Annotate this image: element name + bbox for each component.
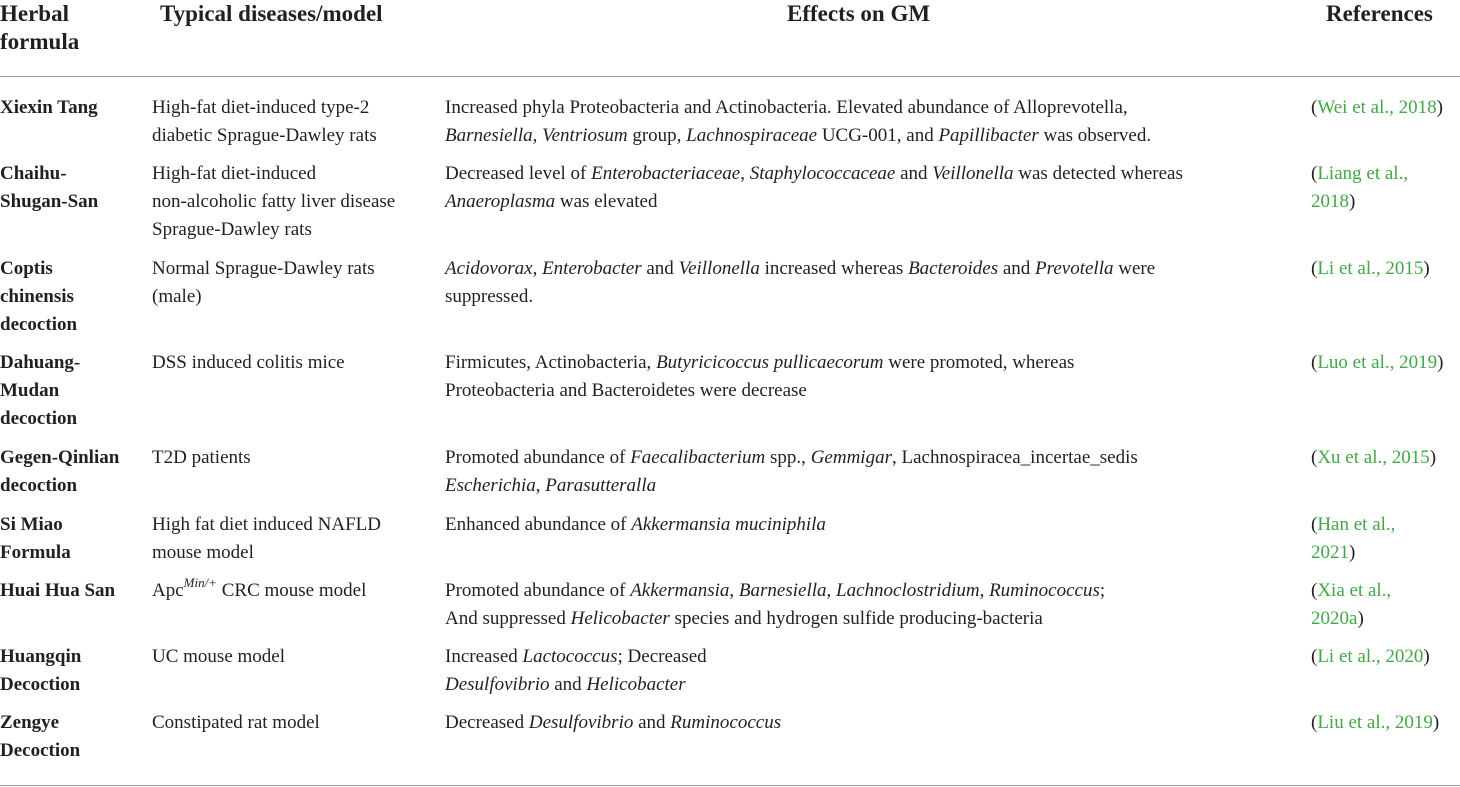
- effects-text: Decreased level of: [445, 163, 592, 184]
- reference-line: [1311, 444, 1460, 472]
- effects-line: [445, 188, 1295, 216]
- taxon-name: Desulfovibrio: [528, 712, 634, 733]
- taxon-name: Helicobacter: [586, 674, 686, 695]
- reference-link[interactable]: Li et al., 2020: [1317, 646, 1424, 667]
- reference-open-paren: (: [1311, 514, 1318, 535]
- taxon-name: Ruminococcus: [670, 712, 782, 733]
- taxon-name: Anaeroplasma: [445, 191, 556, 212]
- effects-text: and: [895, 163, 933, 184]
- disease-model-cell: [152, 444, 432, 472]
- herbal-formula-cell: [0, 349, 140, 433]
- effects-on-gm-cell: [445, 349, 1295, 405]
- effects-text: Decreased: [445, 712, 529, 733]
- taxon-name: Acidovorax: [445, 258, 533, 279]
- effects-text: was elevated: [555, 191, 658, 212]
- effects-line: [445, 709, 1295, 737]
- header-herbal-formula-line1: Herbal: [0, 1, 69, 26]
- disease-model-superscript: Min/+: [183, 574, 217, 590]
- reference-line: [1311, 255, 1460, 283]
- reference-link[interactable]: Han et al.,: [1317, 514, 1396, 535]
- effects-text: were: [1113, 258, 1156, 279]
- reference-link[interactable]: 2021: [1311, 542, 1349, 563]
- reference-link[interactable]: Li et al., 2015: [1317, 258, 1424, 279]
- reference-close-paren: ): [1436, 97, 1443, 118]
- reference-cell: [1311, 349, 1460, 377]
- herbal-formula-line: chinensis: [0, 286, 74, 307]
- effects-on-gm-cell: [445, 709, 1295, 737]
- reference-cell: [1311, 255, 1460, 283]
- effects-line: [445, 122, 1295, 150]
- effects-text: Increased phyla Proteobacteria and Actinobacteria. Elevated abundance of Alloprevotella,: [445, 97, 1128, 118]
- disease-model-line: [152, 574, 432, 605]
- reference-link[interactable]: Liang et al.,: [1317, 163, 1409, 184]
- effects-on-gm-cell: [445, 577, 1295, 633]
- herbal-formula-line: decoction: [0, 475, 78, 496]
- herbal-formula-cell: [0, 255, 140, 339]
- herbal-formula-cell: [0, 94, 140, 122]
- disease-model-line: UC mouse model: [152, 646, 285, 667]
- herbal-formula-line: Zengye: [0, 712, 60, 733]
- effects-text: and: [633, 712, 671, 733]
- effects-text: Firmicutes, Actinobacteria,: [445, 352, 657, 373]
- effects-text: ,: [740, 163, 750, 184]
- herbal-formula-line: Huai Hua San: [0, 580, 116, 601]
- taxon-name: Enterobacteriaceae: [591, 163, 741, 184]
- taxon-name: Enterobacter: [542, 258, 642, 279]
- effects-text: and: [641, 258, 679, 279]
- effects-text: ,: [532, 125, 543, 146]
- reference-open-paren: (: [1311, 447, 1318, 468]
- effects-on-gm-cell: [445, 511, 1295, 539]
- effects-text: were promoted, whereas: [883, 352, 1075, 373]
- disease-model-cell: [152, 643, 432, 671]
- reference-link[interactable]: Xu et al., 2015: [1317, 447, 1430, 468]
- effects-text: UCG-001, and: [817, 125, 939, 146]
- effects-line: [445, 94, 1295, 122]
- effects-text: was detected whereas: [1013, 163, 1183, 184]
- taxon-name: Lactococcus: [522, 646, 618, 667]
- effects-text: and: [998, 258, 1036, 279]
- reference-cell: [1311, 511, 1460, 567]
- reference-close-paren: ): [1423, 258, 1430, 279]
- herbal-formula-line: Decoction: [0, 674, 81, 695]
- herbal-formula-cell: [0, 577, 140, 605]
- reference-line: [1311, 643, 1460, 671]
- reference-open-paren: (: [1311, 163, 1318, 184]
- effects-on-gm-cell: [445, 444, 1295, 500]
- taxon-name: Ruminococcus: [989, 580, 1100, 601]
- reference-close-paren: ): [1423, 646, 1430, 667]
- disease-model-line: diabetic Sprague-Dawley rats: [152, 125, 377, 146]
- reference-line: [1311, 511, 1460, 539]
- disease-model-cell: [152, 349, 432, 377]
- effects-text: species and hydrogen sulfide producing-bacteria: [669, 608, 1043, 629]
- herbal-formula-cell: [0, 511, 140, 567]
- header-herbal-formula: [0, 0, 79, 56]
- reference-open-paren: (: [1311, 712, 1318, 733]
- herbal-formula-line: decoction: [0, 314, 78, 335]
- effects-line: [445, 605, 1295, 633]
- taxon-name: Desulfovibrio: [445, 674, 550, 695]
- effects-text: group,: [627, 125, 687, 146]
- effects-line: [445, 377, 1295, 405]
- effects-text: ,: [979, 580, 990, 601]
- taxon-name: Helicobacter: [570, 608, 670, 629]
- reference-close-paren: ): [1437, 352, 1444, 373]
- herbal-formula-line: Formula: [0, 542, 71, 563]
- reference-link[interactable]: Liu et al., 2019: [1317, 712, 1433, 733]
- reference-close-paren: ): [1429, 447, 1437, 468]
- effects-line: [445, 643, 1295, 671]
- herbal-formula-line: Mudan: [0, 380, 60, 401]
- taxon-name: Butyricicoccus pullicaecorum: [656, 352, 884, 373]
- reference-open-paren: (: [1311, 646, 1318, 667]
- reference-link[interactable]: Wei et al., 2018: [1317, 97, 1437, 118]
- disease-model-cell: [152, 511, 432, 567]
- reference-open-paren: (: [1311, 258, 1318, 279]
- disease-model-line: High-fat diet-induced type-2: [152, 97, 370, 118]
- herbal-formula-cell: [0, 709, 140, 765]
- reference-cell: [1311, 160, 1460, 216]
- effects-text: ,: [535, 475, 546, 496]
- disease-model-line: Sprague-Dawley rats: [152, 219, 312, 240]
- reference-open-paren: (: [1311, 97, 1318, 118]
- herbal-formula-line: Xiexin Tang: [0, 97, 98, 118]
- effects-text: ,: [826, 580, 837, 601]
- reference-close-paren: ): [1349, 542, 1356, 563]
- effects-line: [445, 255, 1295, 283]
- taxon-name: Akkermansia muciniphila: [631, 514, 826, 535]
- reference-cell: [1311, 709, 1460, 737]
- reference-line: [1311, 577, 1460, 605]
- taxon-name: Lachnospiraceae: [686, 125, 818, 146]
- effects-text: Promoted abundance of: [445, 580, 631, 601]
- effects-line: [445, 283, 1295, 311]
- taxon-name: Barnesiella: [445, 125, 533, 146]
- reference-cell: [1311, 577, 1460, 633]
- herbal-formula-cell: [0, 444, 140, 500]
- disease-model-suffix: CRC mouse model: [216, 580, 367, 601]
- disease-model-line: Constipated rat model: [152, 712, 320, 733]
- herbal-formula-line: decoction: [0, 408, 78, 429]
- reference-line: [1311, 539, 1460, 567]
- header-typical-diseases: Typical diseases/model: [160, 1, 383, 26]
- reference-open-paren: (: [1311, 352, 1318, 373]
- disease-model-line: DSS induced colitis mice: [152, 352, 345, 373]
- effects-text: spp.,: [765, 447, 811, 468]
- taxon-name: Veillonella: [678, 258, 760, 279]
- disease-model-line: T2D patients: [152, 447, 251, 468]
- taxon-name: Lachnoclostridium: [836, 580, 980, 601]
- disease-model-cell: [152, 709, 432, 737]
- taxon-name: Parasutteralla: [545, 475, 657, 496]
- effects-on-gm-cell: [445, 255, 1295, 311]
- header-herbal-formula-line2: formula: [0, 29, 80, 54]
- effects-text: ;: [1099, 580, 1106, 601]
- reference-close-paren: ): [1432, 712, 1440, 733]
- effects-text: and: [549, 674, 587, 695]
- reference-line: [1311, 160, 1460, 188]
- bottom-rule: [0, 785, 1460, 786]
- disease-model-cell: [152, 160, 432, 244]
- disease-model-line: non-alcoholic fatty liver disease: [152, 191, 396, 212]
- reference-open-paren: (: [1311, 580, 1318, 601]
- effects-text: ,: [729, 580, 739, 601]
- disease-model-line: (male): [152, 286, 202, 307]
- effects-on-gm-cell: [445, 643, 1295, 699]
- disease-model-line: mouse model: [152, 542, 254, 563]
- effects-text: Increased: [445, 646, 523, 667]
- disease-model-cell: [152, 574, 432, 605]
- header-effects-on-gm: Effects on GM: [787, 1, 931, 26]
- effects-line: [445, 160, 1295, 188]
- taxon-name: Escherichia: [445, 475, 536, 496]
- reference-link[interactable]: 2020a: [1311, 608, 1358, 629]
- reference-line: [1311, 605, 1460, 633]
- herbal-formula-line: Shugan-San: [0, 191, 99, 212]
- reference-line: [1311, 94, 1460, 122]
- reference-link[interactable]: Luo et al., 2019: [1317, 352, 1438, 373]
- effects-line: [445, 472, 1295, 500]
- herbal-formula-cell: [0, 160, 140, 216]
- reference-cell: [1311, 94, 1460, 122]
- disease-model-cell: [152, 94, 432, 150]
- effects-text: was observed.: [1038, 125, 1152, 146]
- header-references: References: [1326, 1, 1433, 26]
- effects-on-gm-cell: [445, 160, 1295, 216]
- effects-line: [445, 577, 1295, 605]
- herbal-formula-line: Huangqin: [0, 646, 82, 667]
- reference-cell: [1311, 643, 1460, 671]
- taxon-name: Prevotella: [1035, 258, 1114, 279]
- disease-model-line: High-fat diet-induced: [152, 163, 317, 184]
- effects-text: Proteobacteria and Bacteroidetes were decrease: [445, 380, 807, 401]
- taxon-name: Veillonella: [932, 163, 1014, 184]
- disease-model-line: Normal Sprague-Dawley rats: [152, 258, 375, 279]
- taxon-name: Bacteroides: [908, 258, 999, 279]
- effects-text: And suppressed: [445, 608, 571, 629]
- disease-model-prefix: Apc: [152, 580, 184, 601]
- effects-on-gm-cell: [445, 94, 1295, 150]
- effects-line: [445, 511, 1295, 539]
- reference-cell: [1311, 444, 1460, 472]
- herbal-formula-line: Coptis: [0, 258, 53, 279]
- reference-close-paren: ): [1349, 191, 1356, 212]
- reference-link[interactable]: Xia et al.,: [1317, 580, 1392, 601]
- taxon-name: Gemmigar: [810, 447, 892, 468]
- effects-text: Enhanced abundance of: [445, 514, 632, 535]
- effects-text: , Lachnospiracea_incertae_sedis: [891, 447, 1138, 468]
- reference-line: [1311, 709, 1460, 737]
- herbal-formula-line: Dahuang-: [0, 352, 81, 373]
- herbal-formula-cell: [0, 643, 140, 699]
- effects-text: increased whereas: [759, 258, 909, 279]
- reference-line: [1311, 349, 1460, 377]
- effects-text: ,: [532, 258, 543, 279]
- header-rule: [0, 76, 1460, 77]
- taxon-name: Faecalibacterium: [630, 447, 766, 468]
- reference-close-paren: ): [1357, 608, 1364, 629]
- taxon-name: Akkermansia: [630, 580, 730, 601]
- herbal-formula-line: Si Miao: [0, 514, 63, 535]
- effects-text: ; Decreased: [617, 646, 707, 667]
- effects-text: suppressed.: [445, 286, 534, 307]
- effects-line: [445, 349, 1295, 377]
- taxon-name: Ventriosum: [542, 125, 628, 146]
- herbal-formula-line: Gegen-Qinlian: [0, 447, 120, 468]
- taxon-name: Staphylococcaceae: [749, 163, 896, 184]
- taxon-name: Papillibacter: [938, 125, 1039, 146]
- effects-line: [445, 444, 1295, 472]
- reference-link[interactable]: 2018: [1311, 191, 1349, 212]
- herbal-formula-line: Chaihu-: [0, 163, 67, 184]
- taxon-name: Barnesiella: [738, 580, 827, 601]
- disease-model-line: High fat diet induced NAFLD: [152, 514, 382, 535]
- herbal-formula-line: Decoction: [0, 740, 81, 761]
- effects-line: [445, 671, 1295, 699]
- effects-text: Promoted abundance of: [445, 447, 631, 468]
- disease-model-cell: [152, 255, 432, 311]
- reference-line: [1311, 188, 1460, 216]
